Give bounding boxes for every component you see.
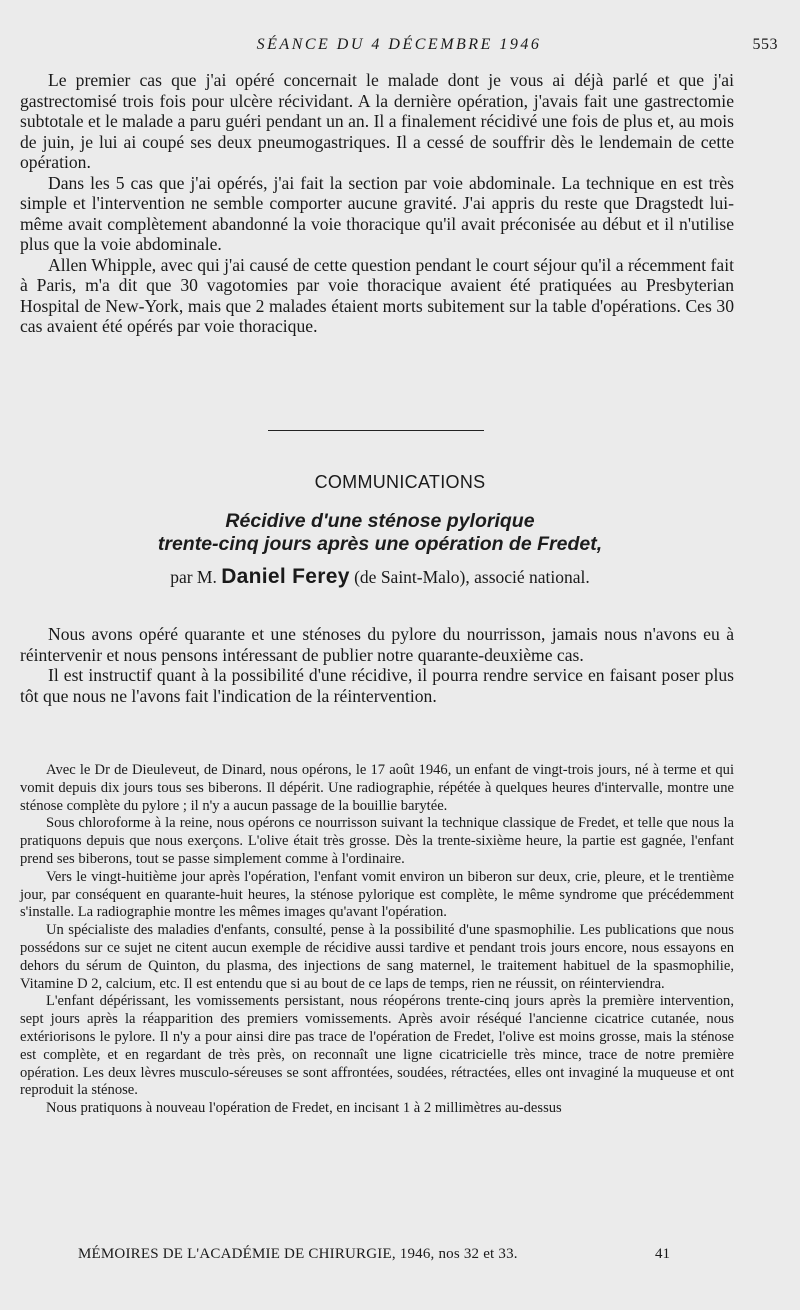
- article-title-line: Récidive d'une sténose pylorique: [225, 510, 535, 532]
- journal-citation: MÉMOIRES DE L'ACADÉMIE DE CHIRURGIE, 1946, nos 32 et 33.: [78, 1246, 518, 1262]
- page-footer: [78, 1246, 670, 1268]
- paragraph: Dans les 5 cas que j'ai opérés, j'ai fait la section par voie abdominale. La technique en est très simple et l'intervention ne semble comporter aucune gravité. J'ai appris du reste que Dragstedt lui-même avait complètement abandonné la voie thoracique qu'il avait préconisée au début et il n'utilise plus que la voie abdominale.: [20, 172, 734, 254]
- paragraph: Vers le vingt-huitième jour après l'opération, l'enfant vomit environ un biberon sur deux, crie, pleure, et le trentième jour, par conséquent en quarante-huit heures, la sténose pylorique est complète, le même syndrome que précédemment s'installe. La radiographie montre les mêmes images qu'avant l'opération.: [20, 868, 734, 921]
- paragraph: Le premier cas que j'ai opéré concernait le malade dont je vous ai déjà parlé et que j'ai gastrectomisé trois fois pour ulcère récividant. A la dernière opération, j'avais fait une gastrectomie subtotale et le malade a paru guéri pendant un an. Il a finalement récidivé une fois de plus et, au mois de juin, je lui ai coupé ses deux pneumogastriques. Il a cessé de souffrir dès le lendemain de cette opération.: [20, 70, 734, 172]
- signature-mark: 41: [655, 1246, 670, 1262]
- case-report: [20, 762, 734, 1118]
- paragraph: Allen Whipple, avec qui j'ai causé de cette question pendant le court séjour qu'il a récemment fait à Paris, m'a dit que 30 vagotomies par voie thoracique avaient été pratiquées au Presbyterian Hospital de New-York, mais que 2 malades étaient morts subitement sur la table d'opérations. Ces 30 cas avaient été opérés par voie thoracique.: [20, 254, 734, 336]
- paragraph: Nous avons opéré quarante et une sténoses du pylore du nourrisson, jamais nous n'avons eu à réintervenir et nous pensons intéressant de publier notre quarante-deuxième cas.: [20, 624, 734, 665]
- section-heading: COMMUNICATIONS: [314, 472, 486, 492]
- article-title-line: trente-cinq jours après une opération de Fredet,: [157, 533, 603, 555]
- paragraph: Il est instructif quant à la possibilité d'une récidive, il pourra rendre service en faisant poser plus tôt que nous ne l'avons fait l'indication de la réintervention.: [20, 665, 734, 706]
- running-title: SÉANCE DU 4 DÉCEMBRE 1946: [256, 36, 542, 53]
- article-title: [0, 510, 760, 556]
- byline-prefix: par M.: [170, 567, 217, 587]
- section-divider: [268, 430, 484, 431]
- paragraph: Sous chloroforme à la reine, nous opérons ce nourrisson suivant la technique classique de Fredet, et telle que nous la pratiquons depuis que nous exerçons. L'olive était très grosse. Dès la trente-sixième heure, la partie est gagnée, l'enfant prend ses biberons, tout se passe simplement comme à l'ordinaire.: [20, 815, 734, 867]
- author-affiliation: (de Saint-Malo), associé national.: [354, 567, 590, 587]
- article-intro: [20, 624, 734, 706]
- running-header: [20, 36, 778, 60]
- paragraph: Un spécialiste des maladies d'enfants, consulté, pense à la possibilité d'une spasmophilie. Les publications que nous possédons sur ce sujet ne citent aucun exemple de récidive aussi tardive et pendant trois jours encore, nous essayons en dehors du sérum de Quinton, du plasma, des injections de sang maternel, le traitement habituel de la spasmophilie, Vitamine D 2, calcium, etc. Il est entendu que si au bout de ce laps de temps, rien ne réussit, on réinterviendra.: [20, 922, 734, 992]
- paragraph: L'enfant dépérissant, les vomissements persistant, nous réopérons trente-cinq jours après la première intervention, sept jours après la réapparition des premiers vomissements. Après avoir réséqué l'ancienne cicatrice cutanée, nous extériorisons le pylore. Il n'y a pour ainsi dire pas trace de l'opération de Fredet, l'olive est moins grosse, mais la sténose est complète, et en regardant de très près, on reconnaît une ligne cicatricielle très mince, trace de notre première opération. Les deux lèvres musculo-séreuses se sont affrontées, soudées, rétractées, elles ont invaginé la muqueuse et ont reproduit la sténose.: [20, 993, 734, 1099]
- paragraph: Nous pratiquons à nouveau l'opération de Fredet, en incisant 1 à 2 millimètres au-dessus: [46, 1100, 562, 1117]
- author-name: Daniel Ferey: [221, 565, 350, 588]
- paragraph: Avec le Dr de Dieuleveut, de Dinard, nous opérons, le 17 août 1946, un enfant de vingt-trois jours, né à terme et qui vomit depuis dix jours tous ses biberons. Il dépérit. Une radiographie, répétée à quelques heures d'intervalle, montre une sténose complète du pylore ; il n'y a aucun passage de la bouillie barytée.: [20, 762, 734, 814]
- byline: [0, 565, 760, 589]
- page-number: 553: [752, 36, 778, 53]
- discussion-text: [20, 70, 734, 337]
